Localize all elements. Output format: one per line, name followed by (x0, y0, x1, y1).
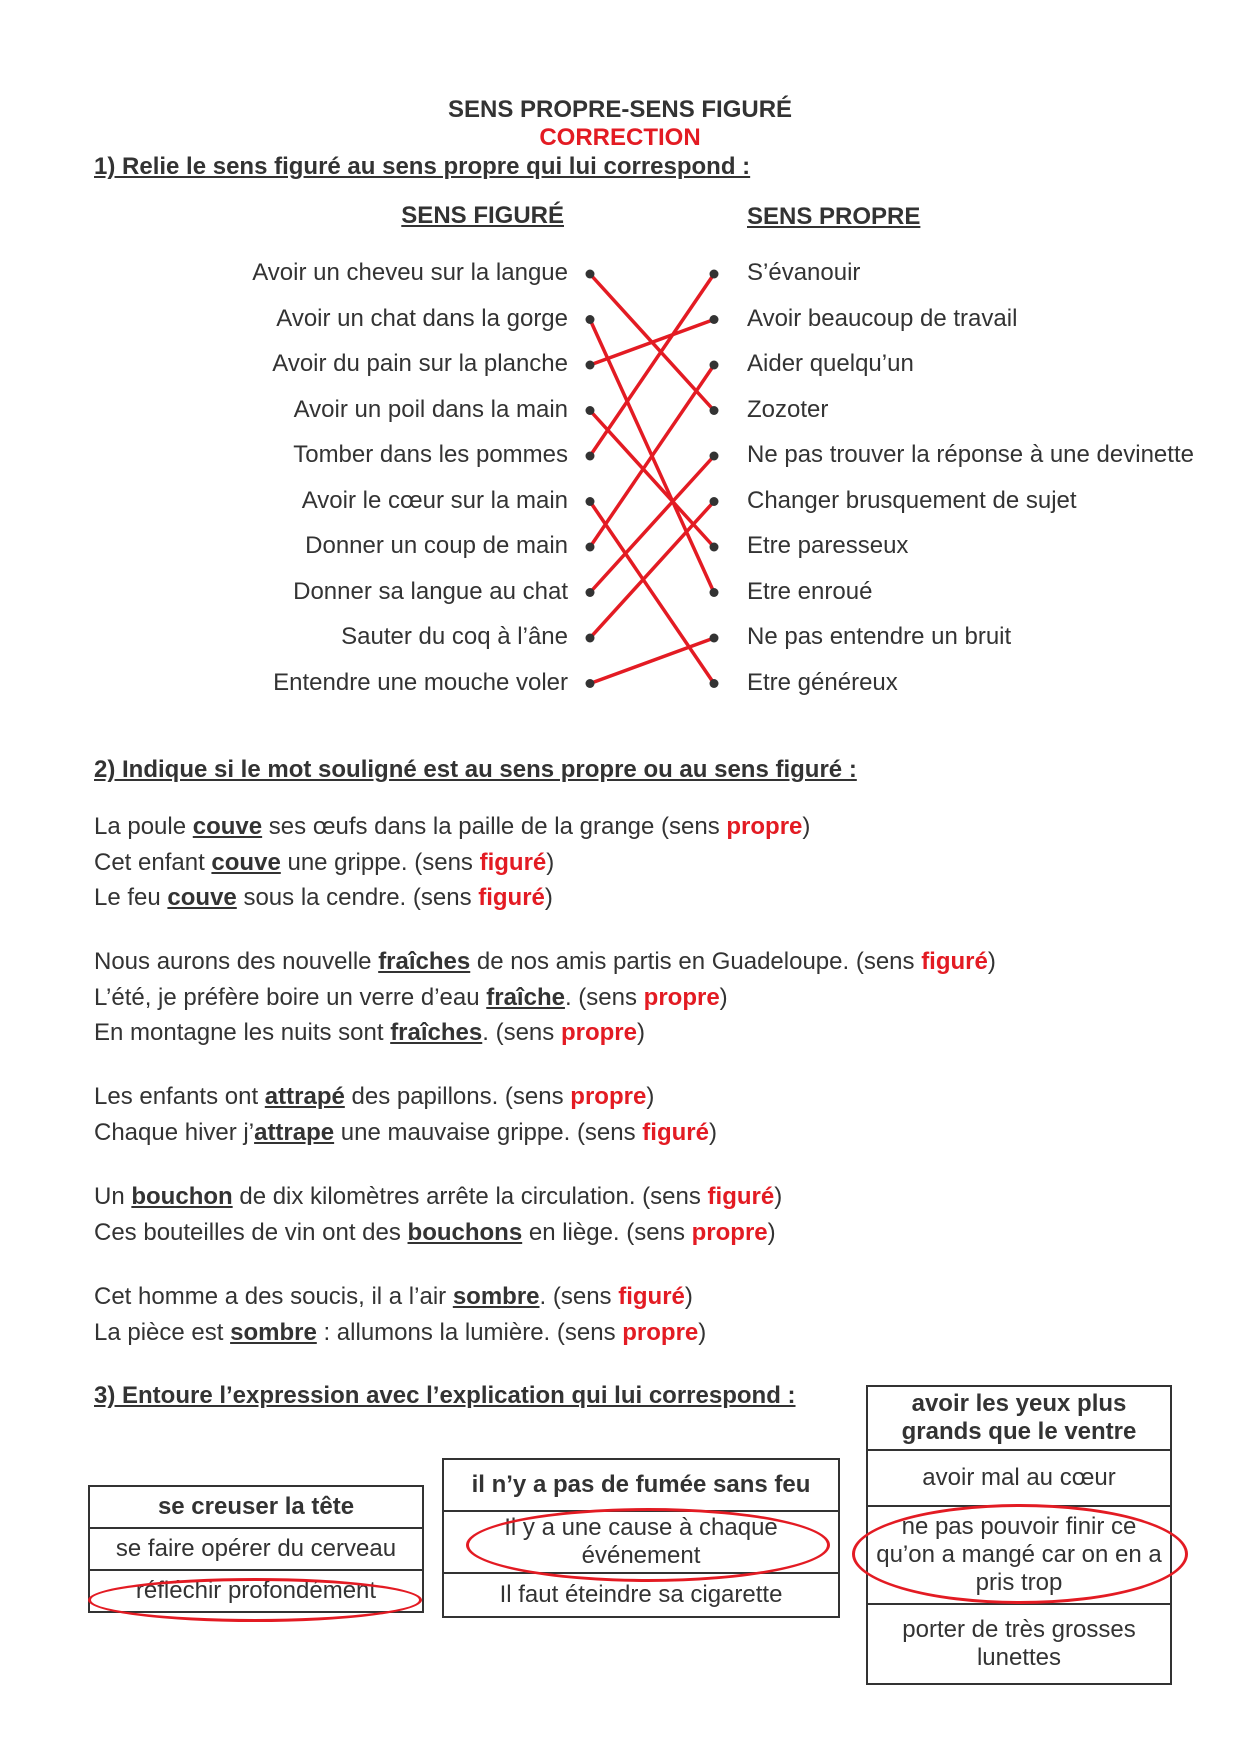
answer: propre (570, 1083, 647, 1110)
table1-expression: se creuser la tête (89, 1486, 423, 1528)
underlined-word: fraîches (378, 948, 471, 975)
propre-dot[interactable] (710, 543, 719, 552)
figure-dot[interactable] (586, 543, 595, 552)
table3-expression: avoir les yeux plus grands que le ventre (867, 1386, 1171, 1450)
sentence (94, 849, 554, 877)
sentence (94, 813, 810, 841)
match-line (590, 274, 714, 456)
sentence-text: Les enfants ont (94, 1083, 265, 1110)
sentence-text: Cet enfant (94, 848, 212, 876)
figure-item: Avoir un chat dans la gorge (276, 304, 568, 332)
sentence (94, 1083, 654, 1111)
figure-item: Sauter du coq à l’âne (341, 623, 568, 650)
answer: propre (691, 1218, 768, 1246)
sentence-text: de dix kilomètres arrête la circulation. (sens (232, 1183, 708, 1210)
exercise2-heading: 2) Indique si le mot souligné est au sens propre ou au sens figuré : (94, 756, 857, 783)
figure-dot[interactable] (586, 406, 595, 415)
propre-item: Etre généreux (747, 668, 898, 696)
sentence-text: ) (544, 884, 553, 911)
table1-option-2[interactable]: réfléchir profondément (89, 1570, 423, 1612)
figure-item: Entendre une mouche voler (273, 668, 568, 696)
sentence-text: . (sens (564, 983, 644, 1011)
figure-item: Avoir un poil dans la main (293, 395, 568, 423)
sens-figure-header: SENS FIGURÉ (401, 202, 564, 229)
matching-lines (0, 0, 1240, 720)
sentence-text: ) (774, 1183, 783, 1210)
sentence-text: ) (708, 1118, 717, 1146)
answer: figuré (642, 1118, 709, 1146)
sentence-text: des papillons. (sens (344, 1083, 571, 1110)
answer: propre (643, 983, 720, 1011)
sentence-text: une grippe. (sens (280, 848, 480, 876)
answer-circle-2 (466, 1508, 830, 1582)
correction-label: CORRECTION (539, 124, 701, 151)
figure-item: Donner sa langue au chat (293, 577, 568, 605)
underlined-word: sombre (230, 1318, 317, 1346)
sentence-text: ) (698, 1318, 707, 1346)
match-line (590, 320, 714, 366)
sentence (94, 884, 553, 912)
exercise1-heading: 1) Relie le sens figuré au sens propre qui lui correspond : (94, 153, 751, 180)
exercise3-heading: 3) Entoure l’expression avec l’explication qui lui correspond : (94, 1382, 796, 1409)
propre-item: Etre paresseux (747, 532, 909, 559)
sentence-text: . (sens (482, 1019, 561, 1046)
sentence (94, 1283, 693, 1311)
sentence-text: La pièce est (94, 1318, 231, 1346)
figure-item: Avoir du pain sur la planche (272, 350, 568, 377)
underlined-word: sombre (452, 1283, 540, 1310)
table3-option-3[interactable]: porter de très grosses lunettes (867, 1604, 1171, 1684)
figure-dot[interactable] (586, 315, 595, 324)
propre-item: S’évanouir (747, 259, 861, 286)
sentence-text: Chaque hiver j’ (94, 1118, 255, 1146)
table2-option-1[interactable]: Il y a une cause à chaque événement (443, 1511, 839, 1573)
propre-dot[interactable] (710, 452, 719, 461)
sentence-text: une mauvaise grippe. (sens (334, 1118, 643, 1146)
answer: figuré (618, 1283, 685, 1310)
sentence-text: Un (94, 1183, 132, 1210)
table2-option-2[interactable]: Il faut éteindre sa cigarette (443, 1573, 839, 1617)
sentence-text: Cet homme a des soucis, il a l’air (94, 1283, 453, 1310)
sentence-text: L’été, je préfère boire un verre d’eau (94, 983, 487, 1011)
sentence (94, 1019, 645, 1047)
figure-item: Tomber dans les pommes (293, 441, 568, 468)
propre-item: Changer brusquement de sujet (747, 486, 1077, 514)
figure-dot[interactable] (586, 497, 595, 506)
sentence (94, 1319, 706, 1347)
answer: figuré (478, 884, 545, 911)
figure-dot[interactable] (586, 270, 595, 279)
sentence-text: ) (802, 813, 811, 840)
answer: figuré (707, 1183, 775, 1210)
propre-dot[interactable] (710, 315, 719, 324)
underlined-word: attrapé (264, 1083, 345, 1110)
figure-dot[interactable] (586, 634, 595, 643)
sentence-text: ) (646, 1083, 655, 1110)
sens-propre-header: SENS PROPRE (747, 203, 921, 230)
propre-dot[interactable] (710, 588, 719, 597)
sentence-text: En montagne les nuits sont (94, 1019, 391, 1046)
sentence-text: ) (987, 948, 996, 975)
answer: figuré (479, 848, 547, 876)
sentence-text: en liège. (sens (522, 1218, 692, 1246)
sentence-text: Le feu (94, 884, 168, 911)
answer-circle-3 (852, 1504, 1188, 1604)
figure-dot[interactable] (586, 679, 595, 688)
propre-dot[interactable] (710, 361, 719, 370)
match-line (590, 638, 714, 684)
propre-dot[interactable] (710, 679, 719, 688)
underlined-word: attrape (254, 1118, 335, 1146)
sentence (94, 1119, 717, 1147)
figure-item: Avoir un cheveu sur la langue (252, 259, 568, 286)
sentence-text: La poule (94, 813, 193, 840)
figure-dot[interactable] (586, 452, 595, 461)
figure-item: Avoir le cœur sur la main (301, 486, 568, 514)
sentence-text: ) (767, 1218, 776, 1246)
answer: propre (560, 1019, 637, 1046)
sentence-text: ) (684, 1283, 693, 1310)
propre-dot[interactable] (710, 634, 719, 643)
sentence-text: ) (546, 848, 555, 876)
figure-dot[interactable] (586, 588, 595, 597)
sentence-text: . (sens (539, 1283, 619, 1310)
underlined-word: couve (211, 848, 281, 876)
propre-dot[interactable] (710, 406, 719, 415)
figure-item: Donner un coup de main (305, 532, 568, 559)
answer: propre (622, 1318, 699, 1346)
propre-item: Etre enroué (747, 577, 873, 605)
table3-option-1[interactable]: avoir mal au cœur (867, 1450, 1171, 1506)
underlined-word: bouchon (131, 1183, 233, 1210)
sentence (94, 948, 996, 976)
sentence-text: Nous aurons des nouvelle (94, 948, 379, 975)
underlined-word: bouchons (407, 1218, 523, 1246)
table1-option-1[interactable]: se faire opérer du cerveau (89, 1528, 423, 1570)
underlined-word: fraîche (486, 983, 565, 1011)
propre-item: Ne pas trouver la réponse à une devinette (747, 441, 1194, 468)
sentence-text: ) (719, 983, 728, 1011)
propre-dot[interactable] (710, 270, 719, 279)
figure-dot[interactable] (586, 361, 595, 370)
sentence-text: : allumons la lumière. (sens (316, 1318, 623, 1346)
underlined-word: couve (192, 813, 263, 840)
sentence-text: sous la cendre. (sens (236, 884, 479, 911)
propre-item: Ne pas entendre un bruit (747, 623, 1012, 650)
table2-expression: il n’y a pas de fumée sans feu (443, 1459, 839, 1511)
sentence-text: de nos amis partis en Guadeloupe. (sens (470, 948, 922, 975)
underlined-word: couve (167, 884, 237, 911)
propre-item: Avoir beaucoup de travail (747, 304, 1018, 332)
sentence-text: ses œufs dans la paille de la grange (sens (262, 813, 727, 840)
sentence (94, 984, 728, 1012)
answer: figuré (921, 948, 988, 975)
sentence (94, 1183, 782, 1211)
propre-dot[interactable] (710, 497, 719, 506)
propre-item: Zozoter (747, 395, 829, 423)
table3-option-2[interactable]: ne pas pouvoir finir ce qu’on a mangé car on en a pris trop (867, 1506, 1171, 1604)
page-title: SENS PROPRE-SENS FIGURÉ (447, 96, 793, 123)
sentence-text: Ces bouteilles de vin ont des (94, 1218, 408, 1246)
propre-item: Aider quelqu’un (747, 350, 914, 377)
sentence (94, 1219, 776, 1247)
answer-circle-1 (88, 1578, 422, 1622)
answer: propre (726, 813, 803, 840)
underlined-word: fraîches (390, 1019, 483, 1046)
sentence-text: ) (636, 1019, 645, 1046)
